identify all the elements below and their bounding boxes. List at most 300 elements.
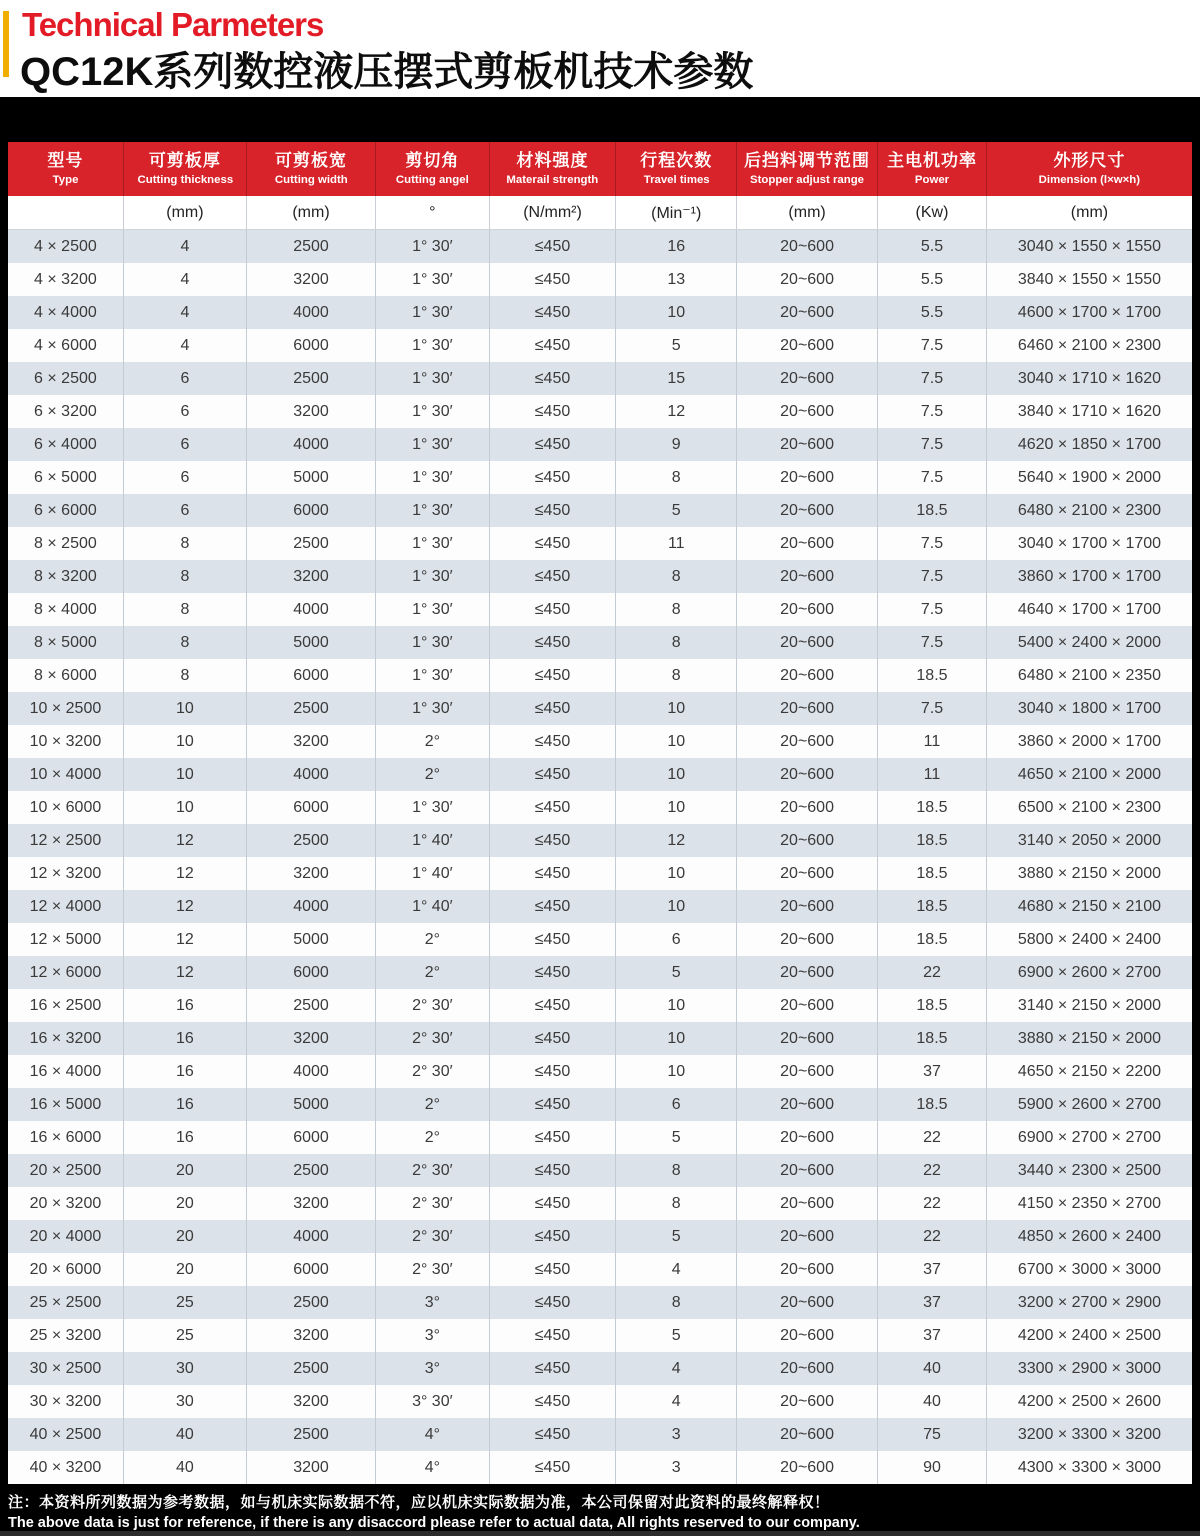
- cell-col0: 30 × 3200: [29, 1392, 102, 1410]
- cell-col2: 4000: [246, 890, 375, 923]
- table-row: [8, 923, 1192, 956]
- table-row: [8, 758, 1192, 791]
- cell-col0: 6 × 3200: [34, 402, 97, 420]
- header-label-zh: 后挡料调节范围: [744, 151, 871, 171]
- table-row: [8, 1352, 1192, 1385]
- cell-col5: 10: [615, 1055, 736, 1088]
- cell-col7: 40: [877, 1352, 986, 1385]
- cell-col5: 12: [615, 395, 736, 428]
- cell-col4: ≤450: [489, 857, 616, 890]
- cell-col6: 20~600: [736, 692, 877, 725]
- cell-col5: 4: [615, 1352, 736, 1385]
- cell-col1: 6: [123, 494, 246, 527]
- cell-col8: 4850 × 2600 × 2400: [986, 1220, 1192, 1253]
- cell-col1: 20: [123, 1253, 246, 1286]
- cell-col5: 5: [615, 1121, 736, 1154]
- cell-col4: ≤450: [489, 263, 616, 296]
- cell-col0: 16 × 4000: [29, 1062, 102, 1080]
- cell-col3: 2°: [375, 1088, 489, 1121]
- cell-col3: 3°: [375, 1319, 489, 1352]
- cell-col1: 20: [123, 1220, 246, 1253]
- table-row: [8, 560, 1192, 593]
- cell-col1: 12: [123, 890, 246, 923]
- cell-col8: 6900 × 2600 × 2700: [986, 956, 1192, 989]
- cell-col3: 1° 30′: [375, 593, 489, 626]
- cell-col6: 20~600: [736, 296, 877, 329]
- cell-col3: 2°: [375, 1121, 489, 1154]
- table-row: [8, 527, 1192, 560]
- units-row: [8, 196, 1192, 230]
- cell-col1: 30: [123, 1352, 246, 1385]
- header-label-en: Materail strength: [506, 172, 599, 186]
- cell-col6: 20~600: [736, 1385, 877, 1418]
- cell-col3: 1° 30′: [375, 395, 489, 428]
- header-cell-1: [123, 142, 246, 196]
- cell-col0: 16 × 3200: [29, 1029, 102, 1047]
- cell-col3: 1° 30′: [375, 329, 489, 362]
- cell-col5: 8: [615, 560, 736, 593]
- cell-col7: 18.5: [877, 857, 986, 890]
- cell-col8: 4620 × 1850 × 1700: [986, 428, 1192, 461]
- cell-col1: 25: [123, 1286, 246, 1319]
- cell-col4: ≤450: [489, 1187, 616, 1220]
- cell-col8: 3840 × 1710 × 1620: [986, 395, 1192, 428]
- cell-col6: 20~600: [736, 989, 877, 1022]
- cell-col8: 3300 × 2900 × 3000: [986, 1352, 1192, 1385]
- cell-col2: 5000: [246, 923, 375, 956]
- cell-col1: 10: [123, 791, 246, 824]
- header-label-en: Cutting thickness: [137, 172, 233, 186]
- cell-col4: ≤450: [489, 1385, 616, 1418]
- cell-col0: 4 × 2500: [34, 237, 97, 255]
- table-row: [8, 1253, 1192, 1286]
- cell-col0: 25 × 2500: [29, 1293, 102, 1311]
- cell-col1: 16: [123, 989, 246, 1022]
- cell-col4: ≤450: [489, 1022, 616, 1055]
- cell-col4: ≤450: [489, 560, 616, 593]
- cell-col8: 6460 × 2100 × 2300: [986, 329, 1192, 362]
- cell-col7: 37: [877, 1055, 986, 1088]
- cell-col2: 3200: [246, 725, 375, 758]
- cell-col4: ≤450: [489, 527, 616, 560]
- cell-col1: 40: [123, 1451, 246, 1484]
- cell-col8: 3860 × 1700 × 1700: [986, 560, 1192, 593]
- table-row: [8, 1088, 1192, 1121]
- cell-col7: 22: [877, 1154, 986, 1187]
- cell-col6: 20~600: [736, 758, 877, 791]
- table-row: [8, 428, 1192, 461]
- cell-col6: 20~600: [736, 1451, 877, 1484]
- cell-col1: 4: [123, 263, 246, 296]
- cell-col8: 6900 × 2700 × 2700: [986, 1121, 1192, 1154]
- footer-note-zh: 注：本资料所列数据为参考数据，如与机床实际数据不符，应以机床实际数据为准，本公司保留对此资料的最终解释权！: [8, 1494, 830, 1511]
- table-row: [8, 296, 1192, 329]
- cell-col4: ≤450: [489, 296, 616, 329]
- cell-col7: 7.5: [877, 692, 986, 725]
- cell-col6: 20~600: [736, 428, 877, 461]
- cell-col0: 4 × 4000: [34, 303, 97, 321]
- cell-col3: 1° 30′: [375, 659, 489, 692]
- cell-col4: ≤450: [489, 1418, 616, 1451]
- cell-col1: 12: [123, 824, 246, 857]
- cell-col6: 20~600: [736, 791, 877, 824]
- header-label-en: Travel times: [643, 172, 710, 186]
- cell-col6: 20~600: [736, 1319, 877, 1352]
- cell-col0: 40 × 2500: [29, 1425, 102, 1443]
- cell-col1: 6: [123, 362, 246, 395]
- cell-col1: 6: [123, 428, 246, 461]
- cell-col3: 1° 30′: [375, 263, 489, 296]
- cell-col3: 1° 30′: [375, 560, 489, 593]
- header-label-zh: 型号: [47, 151, 84, 171]
- cell-col1: 40: [123, 1418, 246, 1451]
- footer-note-en: The above data is just for reference, if there is any disaccord please refer to actual data, All rights reserved to our company.: [8, 1515, 860, 1531]
- cell-col4: ≤450: [489, 824, 616, 857]
- cell-col5: 10: [615, 791, 736, 824]
- unit-cell-0: [8, 196, 123, 229]
- cell-col5: 8: [615, 659, 736, 692]
- cell-col2: 3200: [246, 1385, 375, 1418]
- cell-col6: 20~600: [736, 1352, 877, 1385]
- cell-col7: 7.5: [877, 428, 986, 461]
- unit-cell-1: (mm): [123, 196, 246, 229]
- cell-col1: 12: [123, 857, 246, 890]
- page-title: Technical Parmeters: [22, 6, 324, 43]
- cell-col7: 7.5: [877, 395, 986, 428]
- cell-col1: 4: [123, 329, 246, 362]
- cell-col0: 16 × 2500: [29, 996, 102, 1014]
- cell-col6: 20~600: [736, 1187, 877, 1220]
- cell-col8: 5800 × 2400 × 2400: [986, 923, 1192, 956]
- cell-col8: 3140 × 2150 × 2000: [986, 989, 1192, 1022]
- cell-col3: 1° 30′: [375, 791, 489, 824]
- cell-col2: 6000: [246, 1253, 375, 1286]
- cell-col8: 4680 × 2150 × 2100: [986, 890, 1192, 923]
- cell-col0: 25 × 3200: [29, 1326, 102, 1344]
- table-row: [8, 989, 1192, 1022]
- cell-col6: 20~600: [736, 527, 877, 560]
- header-label-zh: 可剪板厚: [148, 151, 221, 171]
- cell-col7: 18.5: [877, 494, 986, 527]
- cell-col0: 6 × 5000: [34, 468, 97, 486]
- cell-col2: 3200: [246, 1022, 375, 1055]
- cell-col3: 2°: [375, 923, 489, 956]
- cell-col7: 37: [877, 1253, 986, 1286]
- cell-col5: 3: [615, 1451, 736, 1484]
- cell-col2: 3200: [246, 1319, 375, 1352]
- cell-col1: 8: [123, 626, 246, 659]
- cell-col0: 6 × 2500: [34, 369, 97, 387]
- table-row: [8, 461, 1192, 494]
- cell-col3: 1° 30′: [375, 230, 489, 263]
- cell-col5: 8: [615, 626, 736, 659]
- cell-col3: 1° 30′: [375, 626, 489, 659]
- cell-col3: 1° 30′: [375, 296, 489, 329]
- cell-col5: 9: [615, 428, 736, 461]
- cell-col0: 12 × 5000: [29, 930, 102, 948]
- cell-col5: 6: [615, 1088, 736, 1121]
- cell-col3: 1° 30′: [375, 461, 489, 494]
- cell-col1: 6: [123, 461, 246, 494]
- cell-col0: 12 × 2500: [29, 831, 102, 849]
- cell-col2: 6000: [246, 659, 375, 692]
- cell-col6: 20~600: [736, 923, 877, 956]
- cell-col4: ≤450: [489, 1121, 616, 1154]
- cell-col8: 3860 × 2000 × 1700: [986, 725, 1192, 758]
- unit-cell-8: (mm): [986, 196, 1192, 229]
- cell-col0: 12 × 3200: [29, 864, 102, 882]
- cell-col6: 20~600: [736, 263, 877, 296]
- cell-col8: 3040 × 1700 × 1700: [986, 527, 1192, 560]
- table-row: [8, 1286, 1192, 1319]
- table-row: [8, 593, 1192, 626]
- cell-col2: 2500: [246, 527, 375, 560]
- cell-col4: ≤450: [489, 923, 616, 956]
- cell-col7: 5.5: [877, 263, 986, 296]
- cell-col1: 16: [123, 1088, 246, 1121]
- unit-cell-3: °: [375, 196, 489, 229]
- cell-col0: 8 × 4000: [34, 600, 97, 618]
- cell-col6: 20~600: [736, 395, 877, 428]
- table-row: [8, 890, 1192, 923]
- cell-col6: 20~600: [736, 1154, 877, 1187]
- table-row: [8, 1154, 1192, 1187]
- table-row: [8, 362, 1192, 395]
- cell-col1: 4: [123, 296, 246, 329]
- cell-col6: 20~600: [736, 1286, 877, 1319]
- cell-col4: ≤450: [489, 1220, 616, 1253]
- cell-col7: 7.5: [877, 593, 986, 626]
- cell-col8: 4200 × 2500 × 2600: [986, 1385, 1192, 1418]
- table-row: [8, 1220, 1192, 1253]
- cell-col6: 20~600: [736, 857, 877, 890]
- cell-col4: ≤450: [489, 428, 616, 461]
- cell-col4: ≤450: [489, 593, 616, 626]
- cell-col3: 2°: [375, 956, 489, 989]
- cell-col5: 10: [615, 890, 736, 923]
- cell-col3: 2° 30′: [375, 1055, 489, 1088]
- cell-col2: 2500: [246, 230, 375, 263]
- header-cell-5: [615, 142, 736, 196]
- cell-col5: 10: [615, 1022, 736, 1055]
- header-label-zh: 外形尺寸: [1053, 151, 1126, 171]
- cell-col5: 10: [615, 725, 736, 758]
- cell-col5: 12: [615, 824, 736, 857]
- header-label-en: Type: [52, 172, 79, 186]
- cell-col4: ≤450: [489, 461, 616, 494]
- cell-col5: 13: [615, 263, 736, 296]
- cell-col4: ≤450: [489, 692, 616, 725]
- cell-col8: 3440 × 2300 × 2500: [986, 1154, 1192, 1187]
- cell-col8: 3200 × 2700 × 2900: [986, 1286, 1192, 1319]
- cell-col6: 20~600: [736, 560, 877, 593]
- cell-col7: 90: [877, 1451, 986, 1484]
- cell-col2: 2500: [246, 824, 375, 857]
- cell-col2: 4000: [246, 428, 375, 461]
- cell-col2: 6000: [246, 791, 375, 824]
- cell-col2: 3200: [246, 1187, 375, 1220]
- cell-col4: ≤450: [489, 758, 616, 791]
- cell-col7: 18.5: [877, 1022, 986, 1055]
- unit-cell-4: (N/mm²): [489, 196, 616, 229]
- cell-col2: 6000: [246, 494, 375, 527]
- cell-col4: ≤450: [489, 989, 616, 1022]
- unit-cell-5: (Min⁻¹): [615, 196, 736, 229]
- cell-col6: 20~600: [736, 890, 877, 923]
- footer-notes: [8, 1483, 1192, 1533]
- cell-col8: 5640 × 1900 × 2000: [986, 461, 1192, 494]
- table-row: [8, 659, 1192, 692]
- cell-col4: ≤450: [489, 1319, 616, 1352]
- header-label-zh: 剪切角: [405, 151, 460, 171]
- cell-col8: 5900 × 2600 × 2700: [986, 1088, 1192, 1121]
- header-label-en: Power: [914, 172, 950, 186]
- cell-col5: 11: [615, 527, 736, 560]
- table-row: [8, 1451, 1192, 1484]
- cell-col7: 18.5: [877, 989, 986, 1022]
- cell-col8: 4300 × 3300 × 3000: [986, 1451, 1192, 1484]
- cell-col1: 16: [123, 1055, 246, 1088]
- cell-col7: 37: [877, 1319, 986, 1352]
- cell-col1: 8: [123, 659, 246, 692]
- cell-col4: ≤450: [489, 362, 616, 395]
- table-row: [8, 230, 1192, 263]
- cell-col5: 4: [615, 1385, 736, 1418]
- cell-col7: 7.5: [877, 362, 986, 395]
- cell-col5: 8: [615, 461, 736, 494]
- cell-col0: 16 × 6000: [29, 1128, 102, 1146]
- cell-col6: 20~600: [736, 593, 877, 626]
- cell-col0: 10 × 3200: [29, 732, 102, 750]
- cell-col2: 5000: [246, 461, 375, 494]
- cell-col1: 10: [123, 692, 246, 725]
- cell-col4: ≤450: [489, 1286, 616, 1319]
- cell-col0: 20 × 2500: [29, 1161, 102, 1179]
- bottom-strip: [0, 1531, 1200, 1536]
- cell-col2: 4000: [246, 593, 375, 626]
- table-row: [8, 1187, 1192, 1220]
- cell-col0: 8 × 3200: [34, 567, 97, 585]
- cell-col6: 20~600: [736, 956, 877, 989]
- cell-col0: 10 × 2500: [29, 699, 102, 717]
- page-subtitle: QC12K系列数控液压摆式剪板机技术参数: [20, 50, 754, 94]
- cell-col7: 22: [877, 1220, 986, 1253]
- cell-col3: 3° 30′: [375, 1385, 489, 1418]
- cell-col1: 25: [123, 1319, 246, 1352]
- header-label-en: Dimension (l×w×h): [1038, 172, 1141, 186]
- table-row: [8, 1385, 1192, 1418]
- cell-col1: 20: [123, 1187, 246, 1220]
- cell-col7: 22: [877, 1187, 986, 1220]
- cell-col1: 10: [123, 725, 246, 758]
- cell-col6: 20~600: [736, 1055, 877, 1088]
- cell-col4: ≤450: [489, 890, 616, 923]
- cell-col5: 5: [615, 956, 736, 989]
- cell-col4: ≤450: [489, 1154, 616, 1187]
- cell-col3: 2°: [375, 725, 489, 758]
- cell-col6: 20~600: [736, 824, 877, 857]
- cell-col6: 20~600: [736, 1220, 877, 1253]
- cell-col3: 1° 30′: [375, 428, 489, 461]
- table-row: [8, 692, 1192, 725]
- header-cell-3: [375, 142, 489, 196]
- table-row: [8, 956, 1192, 989]
- header-cell-8: [986, 142, 1192, 196]
- cell-col8: 4650 × 2100 × 2000: [986, 758, 1192, 791]
- cell-col5: 5: [615, 1319, 736, 1352]
- table-row: [8, 1121, 1192, 1154]
- header-label-zh: 可剪板宽: [274, 151, 347, 171]
- header-cell-2: [246, 142, 375, 196]
- cell-col8: 4640 × 1700 × 1700: [986, 593, 1192, 626]
- header-cell-4: [489, 142, 616, 196]
- cell-col2: 6000: [246, 1121, 375, 1154]
- cell-col1: 8: [123, 593, 246, 626]
- cell-col2: 4000: [246, 1220, 375, 1253]
- cell-col0: 20 × 6000: [29, 1260, 102, 1278]
- cell-col4: ≤450: [489, 626, 616, 659]
- table-row: [8, 395, 1192, 428]
- cell-col0: 10 × 4000: [29, 765, 102, 783]
- cell-col2: 2500: [246, 362, 375, 395]
- header-label-en: Cutting angel: [395, 172, 469, 186]
- cell-col7: 11: [877, 725, 986, 758]
- cell-col7: 18.5: [877, 1088, 986, 1121]
- cell-col5: 10: [615, 296, 736, 329]
- cell-col4: ≤450: [489, 395, 616, 428]
- header-cell-7: [877, 142, 986, 196]
- cell-col7: 18.5: [877, 659, 986, 692]
- cell-col2: 5000: [246, 626, 375, 659]
- cell-col0: 12 × 6000: [29, 963, 102, 981]
- cell-col2: 2500: [246, 989, 375, 1022]
- cell-col7: 7.5: [877, 461, 986, 494]
- cell-col1: 8: [123, 527, 246, 560]
- cell-col0: 4 × 6000: [34, 336, 97, 354]
- cell-col8: 6500 × 2100 × 2300: [986, 791, 1192, 824]
- cell-col8: 3140 × 2050 × 2000: [986, 824, 1192, 857]
- cell-col1: 16: [123, 1121, 246, 1154]
- table-row: [8, 1319, 1192, 1352]
- table-row: [8, 857, 1192, 890]
- cell-col7: 18.5: [877, 923, 986, 956]
- cell-col3: 2° 30′: [375, 1022, 489, 1055]
- cell-col7: 75: [877, 1418, 986, 1451]
- cell-col3: 1° 40′: [375, 857, 489, 890]
- cell-col8: 4150 × 2350 × 2700: [986, 1187, 1192, 1220]
- cell-col5: 10: [615, 692, 736, 725]
- cell-col6: 20~600: [736, 461, 877, 494]
- cell-col4: ≤450: [489, 1088, 616, 1121]
- table-row: [8, 1418, 1192, 1451]
- cell-col5: 15: [615, 362, 736, 395]
- cell-col7: 40: [877, 1385, 986, 1418]
- cell-col0: 6 × 4000: [34, 435, 97, 453]
- cell-col0: 12 × 4000: [29, 897, 102, 915]
- cell-col1: 20: [123, 1154, 246, 1187]
- unit-cell-7: (Kw): [877, 196, 986, 229]
- cell-col0: 4 × 3200: [34, 270, 97, 288]
- cell-col8: 3880 × 2150 × 2000: [986, 1022, 1192, 1055]
- cell-col7: 18.5: [877, 890, 986, 923]
- cell-col4: ≤450: [489, 230, 616, 263]
- cell-col7: 7.5: [877, 527, 986, 560]
- cell-col6: 20~600: [736, 1253, 877, 1286]
- cell-col3: 1° 40′: [375, 890, 489, 923]
- cell-col6: 20~600: [736, 725, 877, 758]
- cell-col8: 5400 × 2400 × 2000: [986, 626, 1192, 659]
- cell-col8: 3880 × 2150 × 2000: [986, 857, 1192, 890]
